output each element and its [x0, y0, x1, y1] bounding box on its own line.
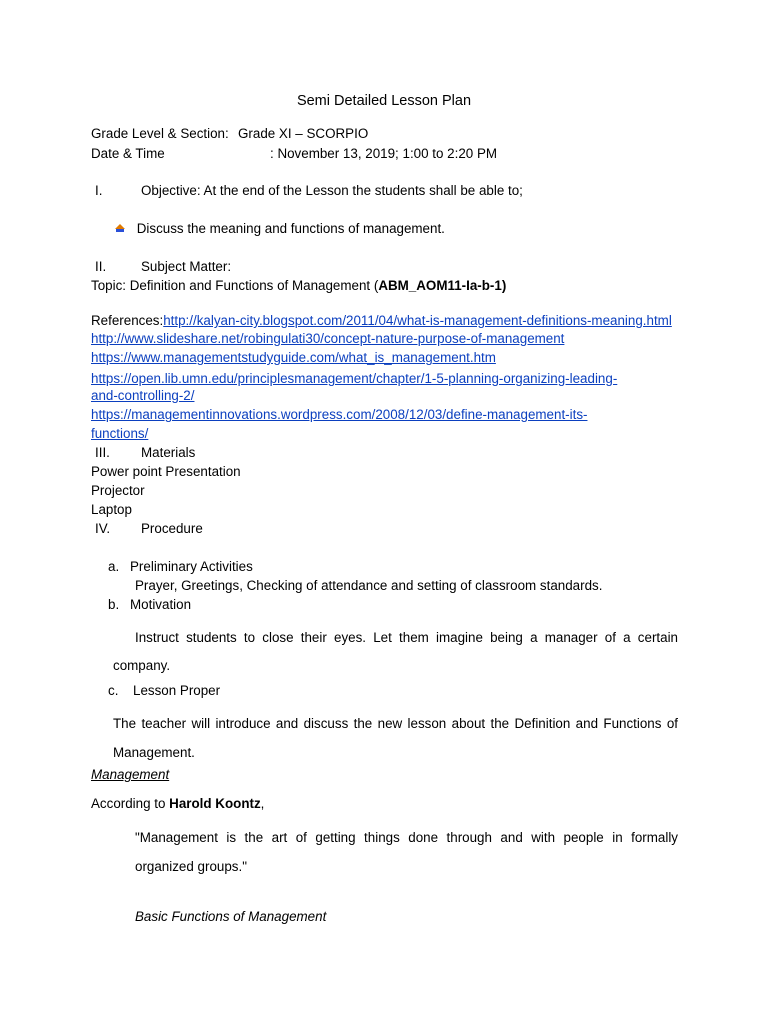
material-item-2: Projector — [91, 483, 145, 498]
section-4-number: IV. — [95, 521, 111, 536]
section-2-number: II. — [95, 259, 107, 274]
step-a-description: Prayer, Greetings, Checking of attendance and setting of classroom standards. — [135, 578, 603, 593]
section-1-number: I. — [95, 183, 103, 198]
author-name: Harold Koontz — [169, 796, 261, 811]
reference-link-4-line-1[interactable]: https://open.lib.umn.edu/principlesmanagement/chapter/1-5-planning-organizing-leading- — [91, 371, 618, 386]
references-label: References: — [91, 313, 164, 328]
topic-prefix: Topic: Definition and Functions of Management ( — [91, 278, 379, 293]
section-2-subject-matter: Subject Matter: — [141, 259, 232, 274]
step-b-description: Instruct students to close their eyes. Let them imagine being a manager of a certain company. — [113, 630, 678, 673]
step-b-label: b. — [108, 597, 120, 612]
step-c-title: Lesson Proper — [133, 683, 221, 698]
topic-code: ABM_AOM11-Ia-b-1) — [378, 278, 507, 293]
step-b-title: Motivation — [130, 597, 192, 612]
according-line — [91, 795, 264, 813]
reference-link-1[interactable]: http://kalyan-city.blogspot.com/2011/04/what-is-management-definitions-meaning.html — [163, 313, 672, 328]
objective-bullet-item — [113, 220, 445, 238]
step-a-title: Preliminary Activities — [130, 559, 253, 574]
references-line — [91, 312, 672, 330]
koontz-quote: "Management is the art of getting things done through and with people in formally organized groups." — [135, 830, 678, 874]
step-a-label: a. — [108, 559, 120, 574]
grade-value: Grade XI – SCORPIO — [238, 126, 369, 141]
date-label: Date & Time — [91, 146, 165, 161]
section-1-objective: Objective: At the end of the Lesson the students shall be able to; — [141, 183, 523, 198]
arrow-bullet-icon — [113, 221, 127, 235]
material-item-1: Power point Presentation — [91, 464, 241, 479]
topic-line — [91, 277, 506, 295]
reference-link-4-line-2[interactable]: and-controlling-2/ — [91, 388, 195, 403]
document-title: Semi Detailed Lesson Plan — [296, 93, 472, 109]
step-c-description: The teacher will introduce and discuss the new lesson about the Definition and Functions of Management. — [113, 716, 678, 760]
management-heading: Management — [91, 767, 170, 782]
reference-link-3[interactable]: https://www.managementstudyguide.com/what_is_management.htm — [91, 350, 496, 365]
step-c-label: c. — [108, 683, 119, 698]
material-item-3: Laptop — [91, 502, 132, 517]
according-suffix: , — [260, 796, 265, 811]
objective-bullet-text: Discuss the meaning and functions of management. — [136, 221, 445, 236]
section-3-number: III. — [95, 445, 110, 460]
section-4-procedure: Procedure — [141, 521, 203, 536]
reference-link-5-line-2[interactable]: functions/ — [91, 426, 149, 441]
basic-functions-heading: Basic Functions of Management — [135, 909, 327, 924]
date-value: : November 13, 2019; 1:00 to 2:20 PM — [270, 146, 498, 161]
according-prefix: According to — [91, 796, 170, 811]
section-3-materials: Materials — [141, 445, 196, 460]
grade-label: Grade Level & Section: — [91, 126, 229, 141]
reference-link-2[interactable]: http://www.slideshare.net/robingulati30/concept-nature-purpose-of-management — [91, 331, 565, 346]
reference-link-5-line-1[interactable]: https://managementinnovations.wordpress.com/2008/12/03/define-management-its- — [91, 407, 588, 422]
